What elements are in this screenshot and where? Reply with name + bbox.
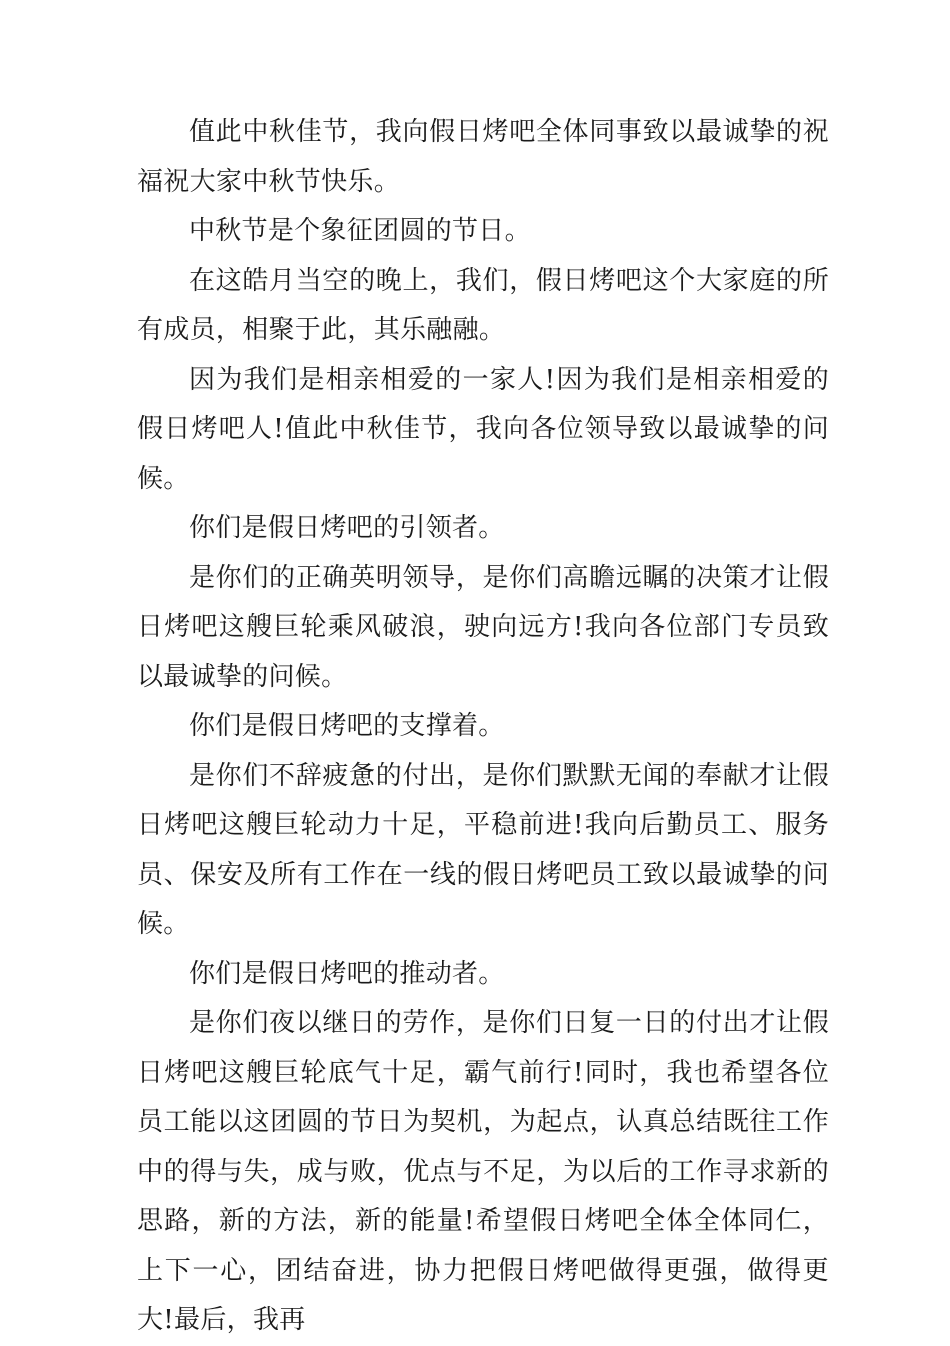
paragraph-6: 是你们的正确英明领导，是你们高瞻远瞩的决策才让假日烤吧这艘巨轮乘风破浪，驶向远方!我向各位部门专员致以最诚挚的问候。 — [137, 562, 829, 692]
paragraph-2: 中秋节是个象征团圆的节日。 — [189, 216, 531, 246]
document-body — [137, 108, 829, 1346]
paragraph-3: 在这皓月当空的晚上，我们，假日烤吧这个大家庭的所有成员，相聚于此，其乐融融。 — [137, 265, 829, 345]
paragraph-8: 是你们不辞疲惫的付出，是你们默默无闻的奉献才让假日烤吧这艘巨轮动力十足，平稳前进!我向后勤员工、服务员、保安及所有工作在一线的假日烤吧员工致以最诚挚的问候。 — [137, 760, 829, 939]
paragraph-1: 值此中秋佳节，我向假日烤吧全体同事致以最诚挚的祝福祝大家中秋节快乐。 — [137, 117, 829, 197]
paragraph-10: 是你们夜以继日的劳作，是你们日复一日的付出才让假日烤吧这艘巨轮底气十足，霸气前行!同时，我也希望各位员工能以这团圆的节日为契机，为起点，认真总结既往工作中的得与失，成与败，优点与不足，为以后的工作寻求新的思路，新的方法，新的能量!希望假日烤吧全体全体同仁，上下一心，团结奋进，协力把假日烤吧做得更强，做得更大!最后，我再 — [137, 1008, 829, 1335]
paragraph-7: 你们是假日烤吧的支撑着。 — [189, 711, 505, 741]
paragraph-4: 因为我们是相亲相爱的一家人!因为我们是相亲相爱的假日烤吧人!值此中秋佳节，我向各位领导致以最诚挚的问候。 — [137, 364, 829, 494]
paragraph-5: 你们是假日烤吧的引领者。 — [189, 513, 505, 543]
paragraph-9: 你们是假日烤吧的推动者。 — [189, 958, 505, 989]
